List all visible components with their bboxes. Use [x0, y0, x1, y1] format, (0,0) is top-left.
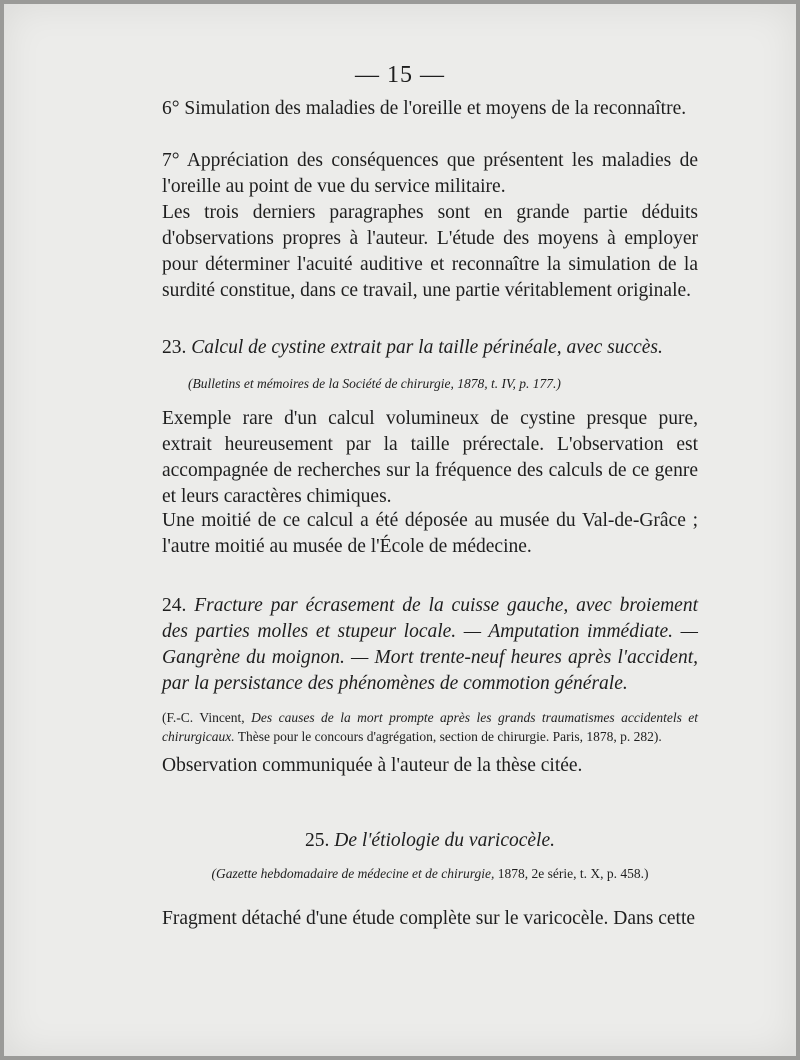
entry-25-citation [162, 864, 698, 883]
entry-24-citation [162, 708, 698, 746]
item-7 [162, 148, 698, 200]
paragraph-trois-derniers [162, 200, 698, 304]
entry-23-citation [188, 374, 688, 393]
item-6 [162, 96, 698, 122]
citation-text: (Bulletins et mémoires de la Société de chirurgie, 1878, t. IV, p. 177.) [188, 376, 561, 391]
entry-23-paragraph-2 [162, 508, 698, 560]
paragraph-text: Fragment détaché d'une étude complète sur le varicocèle. Dans cette [162, 908, 696, 929]
entry-25-paragraph-1 [162, 906, 698, 932]
entry-title: Fracture par écrasement de la cuisse gauche, avec broiement des parties molles et stupeur locale. — Amputation immédiate. — Gangrène du moignon. — Mort trente-neuf heures après l'accident, par la persistance des phénomènes de commotion générale. [162, 595, 699, 694]
paragraph-text: Observation communiquée à l'auteur de la thèse citée. [162, 755, 583, 776]
entry-number: 25. [304, 830, 330, 851]
entry-25-heading [162, 828, 698, 854]
entry-23-heading [162, 335, 698, 361]
citation-rest: 1878, 2e série, t. X, p. 458.) [497, 866, 649, 881]
paragraph-text: Les trois derniers paragraphes sont en grande partie déduits d'observations propres à l'auteur. L'étude des moyens à employer pour déterminer l'acuité auditive et reconnaître la simulation de la surdité constitue, dans ce travail, une partie véritablement originale. [162, 202, 698, 301]
entry-24-paragraph-1 [162, 753, 698, 779]
citation-author: (F.-C. Vincent, [162, 710, 245, 725]
entry-23-paragraph-1 [162, 406, 698, 510]
paragraph-text: Une moitié de ce calcul a été déposée au musée du Val-de-Grâce ; l'autre moitié au musée de l'École de médecine. [162, 510, 698, 557]
entry-24-heading [162, 593, 698, 697]
entry-title: Calcul de cystine extrait par la taille périnéale, avec succès. [191, 337, 663, 358]
item-6-text: 6° Simulation des maladies de l'oreille et moyens de la reconnaître. [162, 98, 687, 119]
citation-title: Des causes de la mort prompte après les grands traumatismes accidentels et chirurgicaux. [162, 710, 699, 744]
citation-journal: (Gazette hebdomadaire de médecine et de chirurgie, [211, 866, 495, 881]
entry-number: 23. [162, 337, 187, 358]
entry-title: De l'étiologie du varicocèle. [334, 830, 555, 851]
paragraph-text: Exemple rare d'un calcul volumineux de cystine presque pure, extrait heureusement par la taille prérectale. L'observation est accompagnée de recherches sur la fréquence des calculs de ce genre et leurs caractères chimiques. [162, 408, 698, 507]
page-number: — 15 — [355, 62, 445, 88]
item-7-text: 7° Appréciation des conséquences que présentent les maladies de l'oreille au point de vue du service militaire. [162, 150, 698, 197]
citation-rest: Thèse pour le concours d'agrégation, section de chirurgie. Paris, 1878, p. 282). [237, 729, 662, 744]
book-page [4, 4, 796, 1056]
entry-number: 24. [162, 595, 187, 616]
